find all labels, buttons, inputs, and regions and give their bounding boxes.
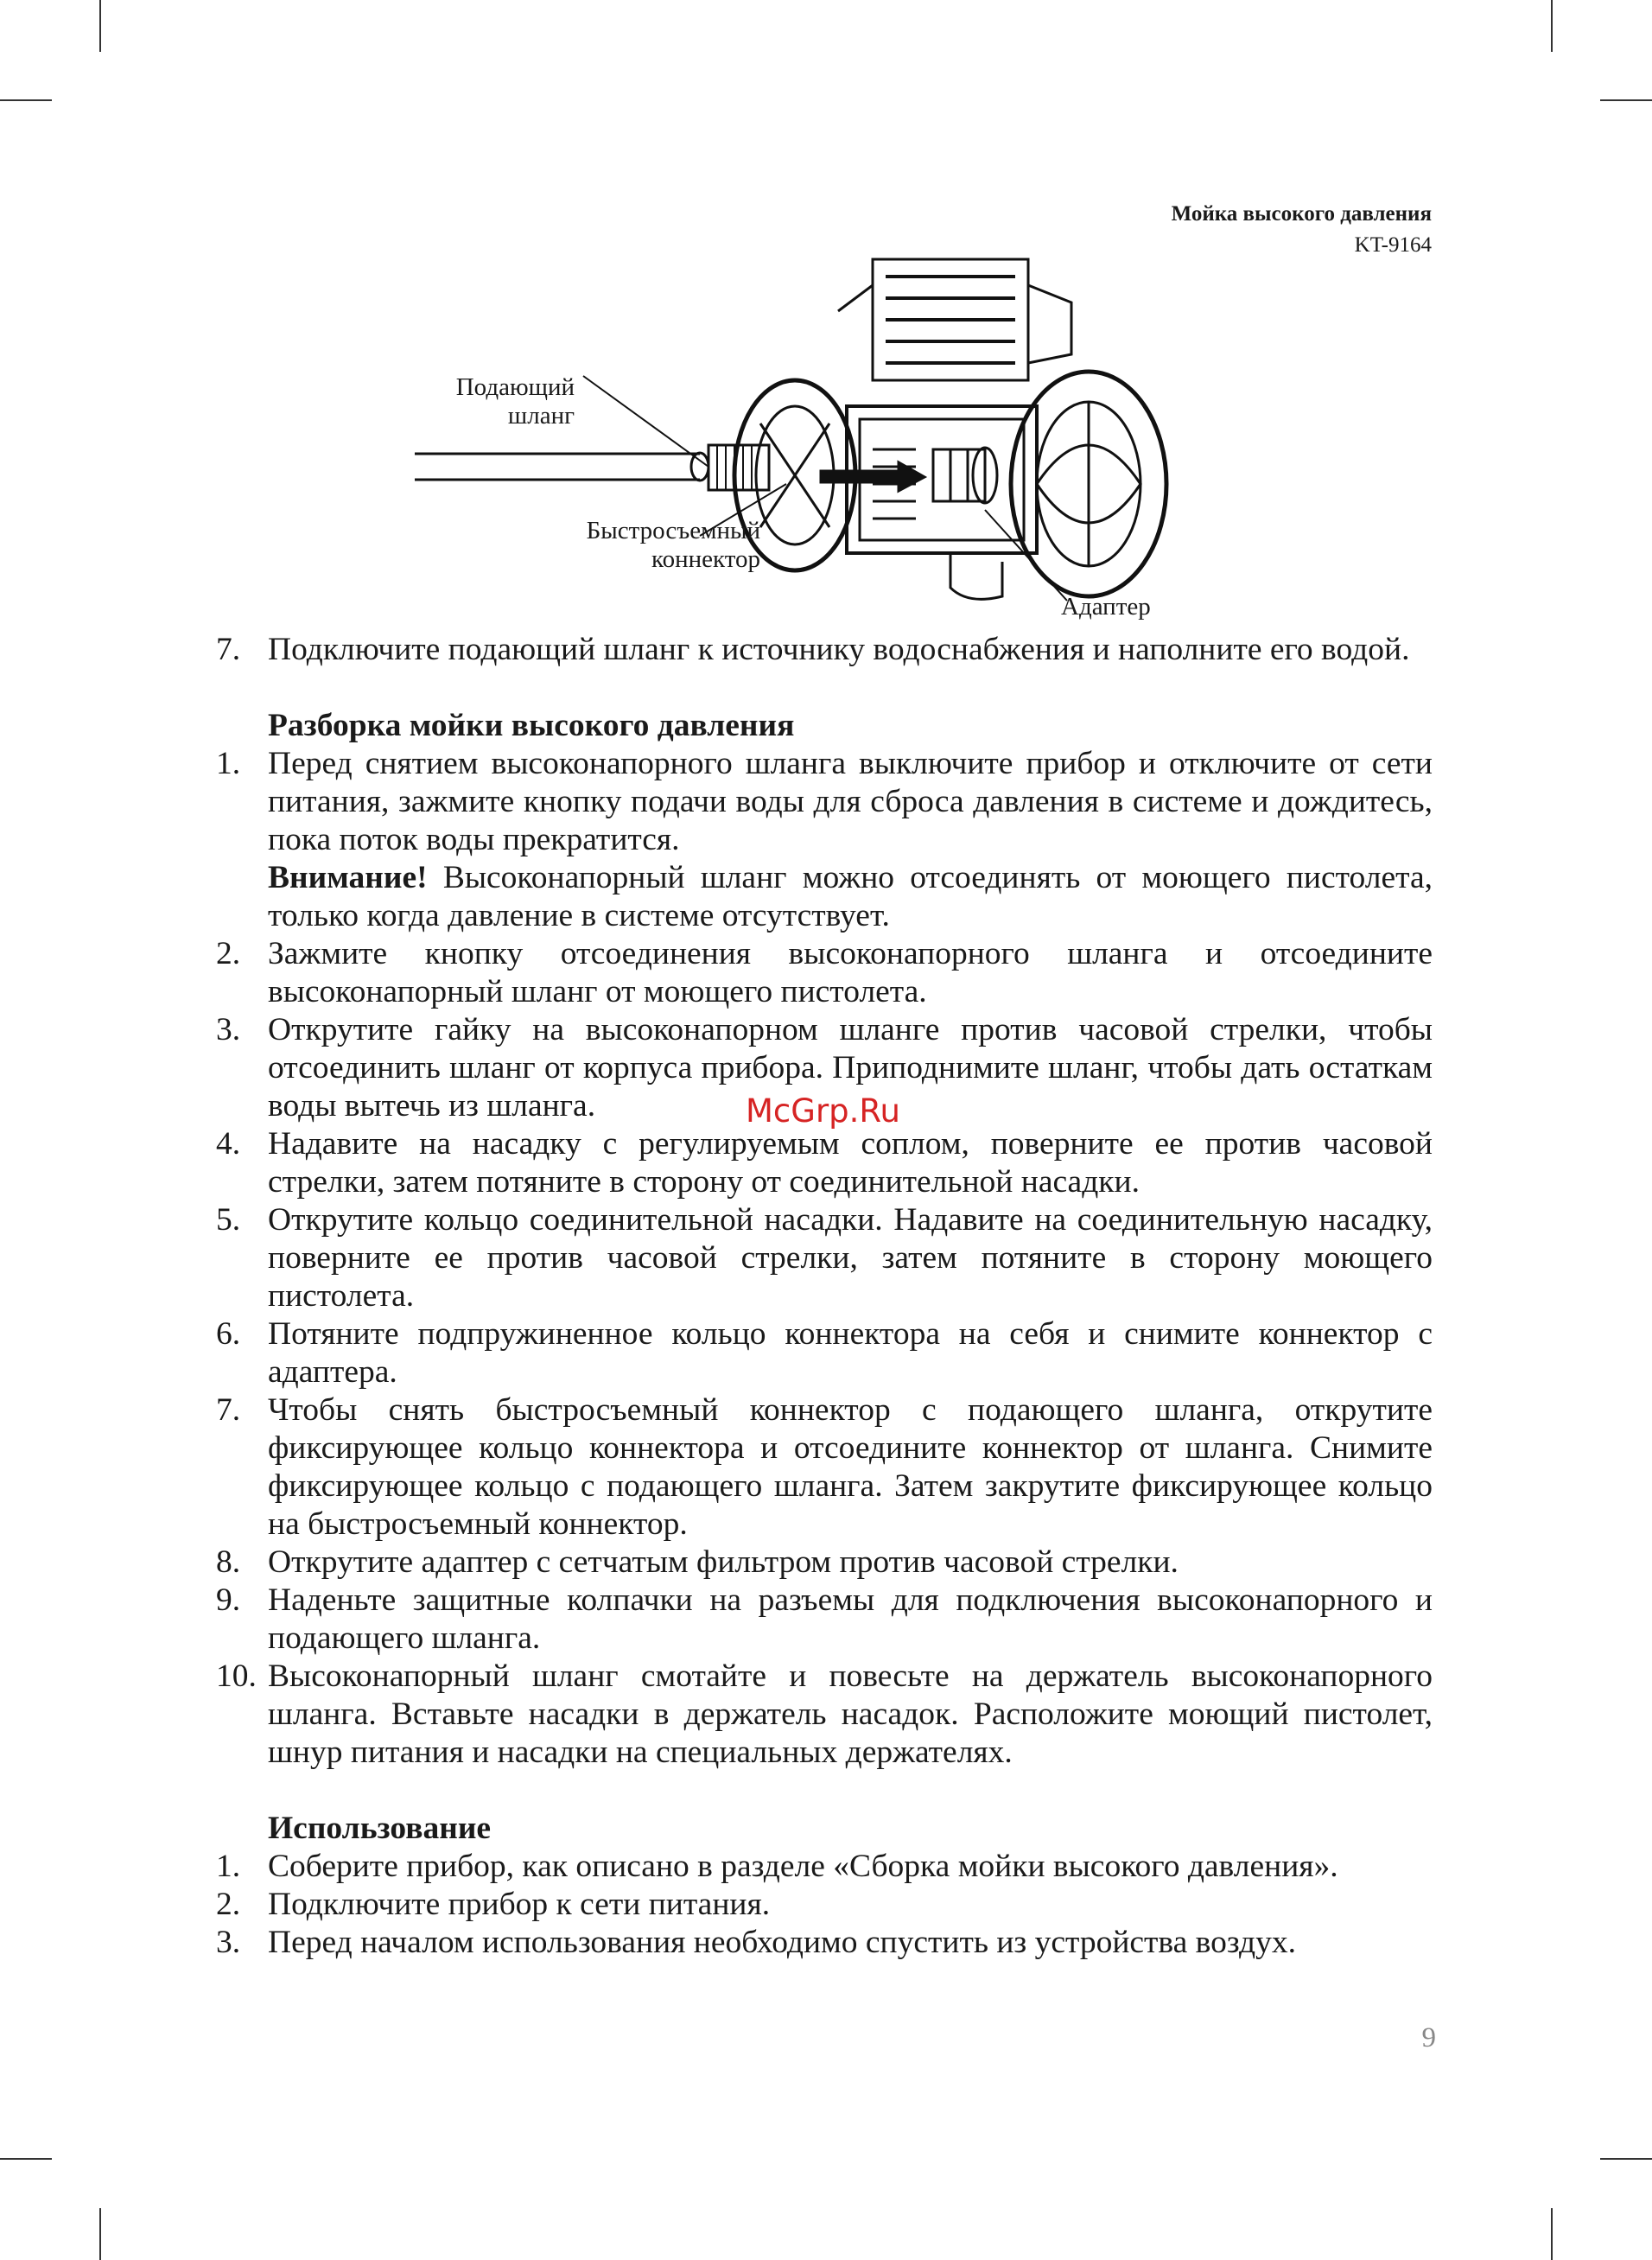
item-text: Подключите прибор к сети питания. [268,1887,771,1922]
item-number: 8. [216,1544,241,1580]
crop-mark [99,2208,101,2260]
header-title: Мойка высокого давления [1171,202,1432,226]
item-number: 10. [216,1658,257,1694]
section-heading-usage: Использование [268,1811,492,1846]
item-text: Перед снятием высоконапорного шланга выключите прибор и отключите от сети питания, зажмите кнопку подачи воды для сброса давления в системе и дождитесь, пока поток воды прекратится. [268,746,1433,857]
warning-note [216,859,1433,935]
list-item [216,745,1433,859]
label-quick-connector: Быстросъемный коннектор [586,517,760,573]
list-item [216,1582,1433,1658]
item-number: 7. [216,632,241,667]
watermark: McGrp.Ru [746,1092,900,1130]
item-number: 7. [216,1392,241,1428]
item-text: Открутите кольцо соединительной насадки. Надавите на соединительную насадку, поверните ее против часовой стрелки, затем потяните в сторону моющего пистолета. [268,1202,1433,1314]
list-item [216,1125,1433,1201]
warning-label: Внимание! [268,860,428,895]
item-text: Соберите прибор, как описано в разделе «Сборка мойки высокого давления». [268,1849,1338,1884]
item-text: Чтобы снять быстросъемный коннектор с подающего шланга, открутите фиксирующее кольцо коннектора и отсоедините коннектор от шланга. Снимите фиксирующее кольцо с подающего шланга. Затем закрутите фиксирующее кольцо на быстросъемный коннектор. [268,1392,1433,1542]
item-text: Высоконапорный шланг смотайте и повесьте на держатель высоконапорного шланга. Вставьте насадки в держатель насадок. Расположите моющий пистолет, шнур питания и насадки на специальных держателях. [268,1658,1433,1770]
list-item [216,631,1433,669]
item-number: 3. [216,1925,241,1960]
list-item [216,1886,1433,1924]
list-item [216,1315,1433,1391]
item-number: 6. [216,1316,241,1352]
connector-illustration [415,251,1192,631]
list-item [216,1658,1433,1772]
list-item [216,1924,1433,1962]
crop-mark [0,99,52,101]
item-number: 4. [216,1126,241,1162]
section-heading-disassembly: Разборка мойки высокого давления [268,708,795,743]
page-number: 9 [1421,2022,1436,2053]
item-number: 1. [216,1849,241,1884]
item-number: 9. [216,1582,241,1618]
item-text: Подключите подающий шланг к источнику водоснабжения и наполните его водой. [268,632,1410,667]
list-item [216,1391,1433,1544]
crop-mark [1551,2208,1553,2260]
item-number: 2. [216,1887,241,1922]
list-item [216,1201,1433,1315]
item-text: Открутите гайку на высоконапорном шланге против часовой стрелки, чтобы отсоединить шланг от корпуса прибора. Приподнимите шланг, чтобы дать остаткам воды вытечь из шланга. [268,1012,1433,1124]
item-number: 1. [216,746,241,781]
header-model: KT-9164 [1354,233,1432,257]
item-text: Наденьте защитные колпачки на разъемы для подключения высоконапорного и подающего шланга. [268,1582,1433,1656]
body-side [1028,285,1071,363]
label-supply-hose: Подающий шланг [455,373,575,430]
crop-mark [0,2158,52,2160]
label-adapter: Адаптер [1061,593,1151,621]
item-number: 5. [216,1202,241,1238]
list-item [216,1544,1433,1582]
crop-mark [1551,0,1553,52]
crop-mark [99,0,101,52]
item-text: Перед началом использования необходимо спустить из устройства воздух. [268,1925,1296,1960]
item-number: 2. [216,936,241,971]
running-header [1172,199,1432,261]
warning-text: Высоконапорный шланг можно отсоединять от моющего пистолета, только когда давление в системе отсутствует. [268,860,1433,933]
item-number: 3. [216,1012,241,1047]
item-text: Надавите на насадку с регулируемым соплом, поверните ее против часовой стрелки, затем потяните в сторону от соединительной насадки. [268,1126,1433,1200]
pressure-washer-drawing [415,251,1192,631]
crop-mark [1600,2158,1652,2160]
list-item [216,935,1433,1011]
crop-mark [1600,99,1652,101]
item-text: Потяните подпружиненное кольцо коннектора на себя и снимите коннектор с адаптера. [268,1316,1433,1390]
leader-adapter [985,510,1067,601]
item-text: Открутите адаптер с сетчатым фильтром против часовой стрелки. [268,1544,1179,1580]
page-content [216,631,1433,1962]
list-item [216,1848,1433,1886]
item-text: Зажмите кнопку отсоединения высоконапорного шланга и отсоедините высоконапорный шланг от моющего пистолета. [268,936,1433,1009]
